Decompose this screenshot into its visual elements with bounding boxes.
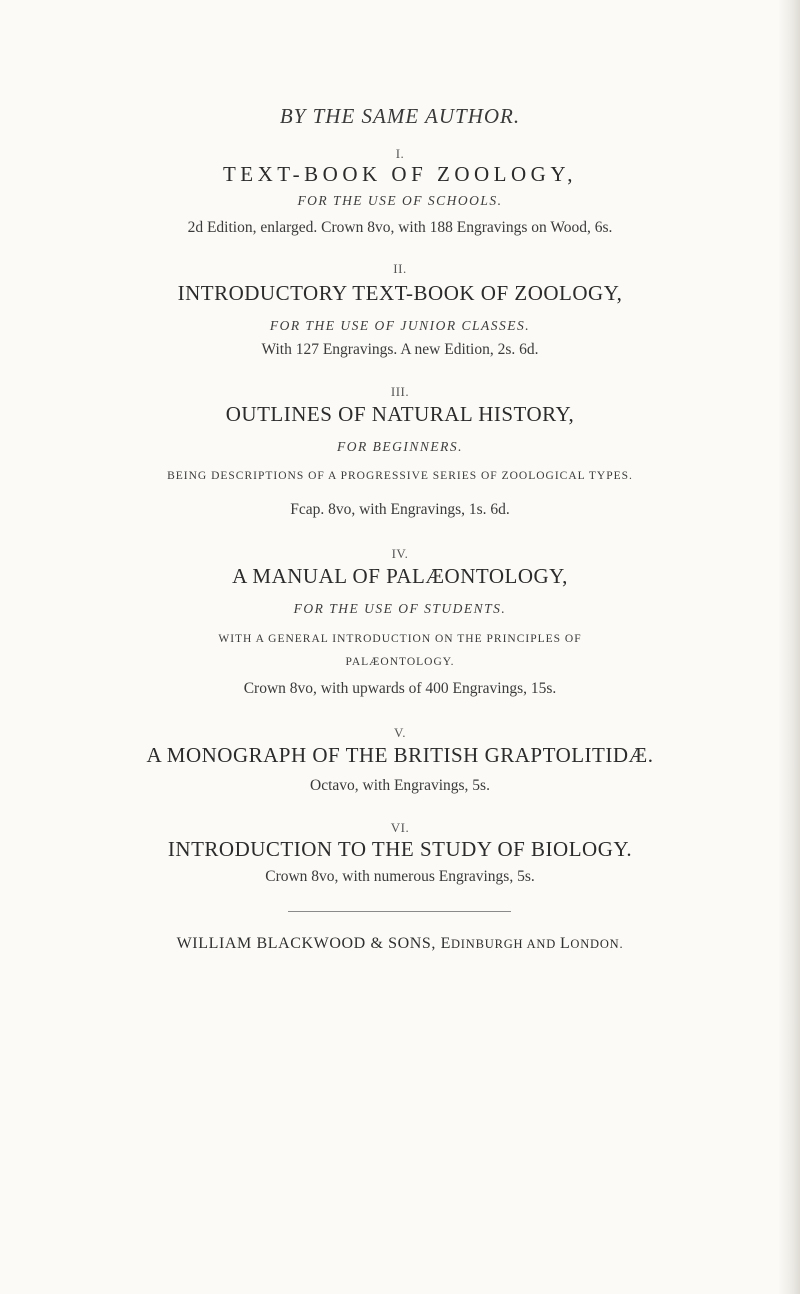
book-1-details: 2d Edition, enlarged. Crown 8vo, with 188 Engravings on Wood, 6s.: [187, 219, 613, 236]
book-1-number: I.: [395, 146, 405, 161]
book-4-caps-line-1: WITH A GENERAL INTRODUCTION ON THE PRINCIPLES OF: [218, 633, 582, 645]
book-3-number: III.: [390, 384, 410, 399]
book-5-title: A MONOGRAPH OF THE BRITISH GRAPTOLITIDÆ.: [146, 743, 654, 767]
book-4-details: Crown 8vo, with upwards of 400 Engravings, 15s.: [243, 680, 557, 697]
page-header: BY THE SAME AUTHOR.: [279, 104, 521, 128]
book-6-number: VI.: [390, 820, 410, 835]
book-4-number: IV.: [391, 546, 409, 561]
place-initial-2: L: [560, 935, 571, 952]
book-4-caps-line-2: PALÆONTOLOGY.: [345, 656, 455, 668]
book-4-title: A MANUAL OF PALÆONTOLOGY,: [232, 564, 568, 588]
book-3-subtitle: FOR BEGINNERS.: [337, 439, 463, 454]
publisher-imprint: [0, 935, 800, 953]
book-3-caps-line: BEING DESCRIPTIONS OF A PROGRESSIVE SERIES OF ZOOLOGICAL TYPES.: [167, 470, 633, 482]
place-rest-2: ONDON.: [570, 937, 624, 951]
place-rest-1: DINBURGH AND: [450, 937, 560, 951]
place-initial-1: E: [440, 935, 451, 952]
publisher-name: WILLIAM BLACKWOOD & SONS,: [176, 935, 436, 952]
book-2-subtitle: FOR THE USE OF JUNIOR CLASSES.: [269, 318, 531, 333]
book-2-details: With 127 Engravings. A new Edition, 2s. 6d.: [261, 341, 539, 358]
book-3-details: Fcap. 8vo, with Engravings, 1s. 6d.: [290, 501, 510, 518]
book-5-details: Octavo, with Engravings, 5s.: [310, 777, 490, 794]
book-6-details: Crown 8vo, with numerous Engravings, 5s.: [265, 868, 535, 885]
book-1-subtitle: FOR THE USE OF SCHOOLS.: [297, 193, 503, 208]
book-4-subtitle: FOR THE USE OF STUDENTS.: [293, 601, 507, 616]
book-2-number: II.: [393, 261, 407, 276]
book-2-title: INTRODUCTORY TEXT-BOOK OF ZOOLOGY,: [177, 281, 623, 305]
book-3-title: OUTLINES OF NATURAL HISTORY,: [225, 402, 575, 426]
book-5-number: V.: [394, 725, 406, 740]
divider-rule: [288, 911, 511, 912]
book-1-title: TEXT-BOOK OF ZOOLOGY,: [222, 162, 578, 186]
book-6-title: INTRODUCTION TO THE STUDY OF BIOLOGY.: [167, 837, 633, 861]
